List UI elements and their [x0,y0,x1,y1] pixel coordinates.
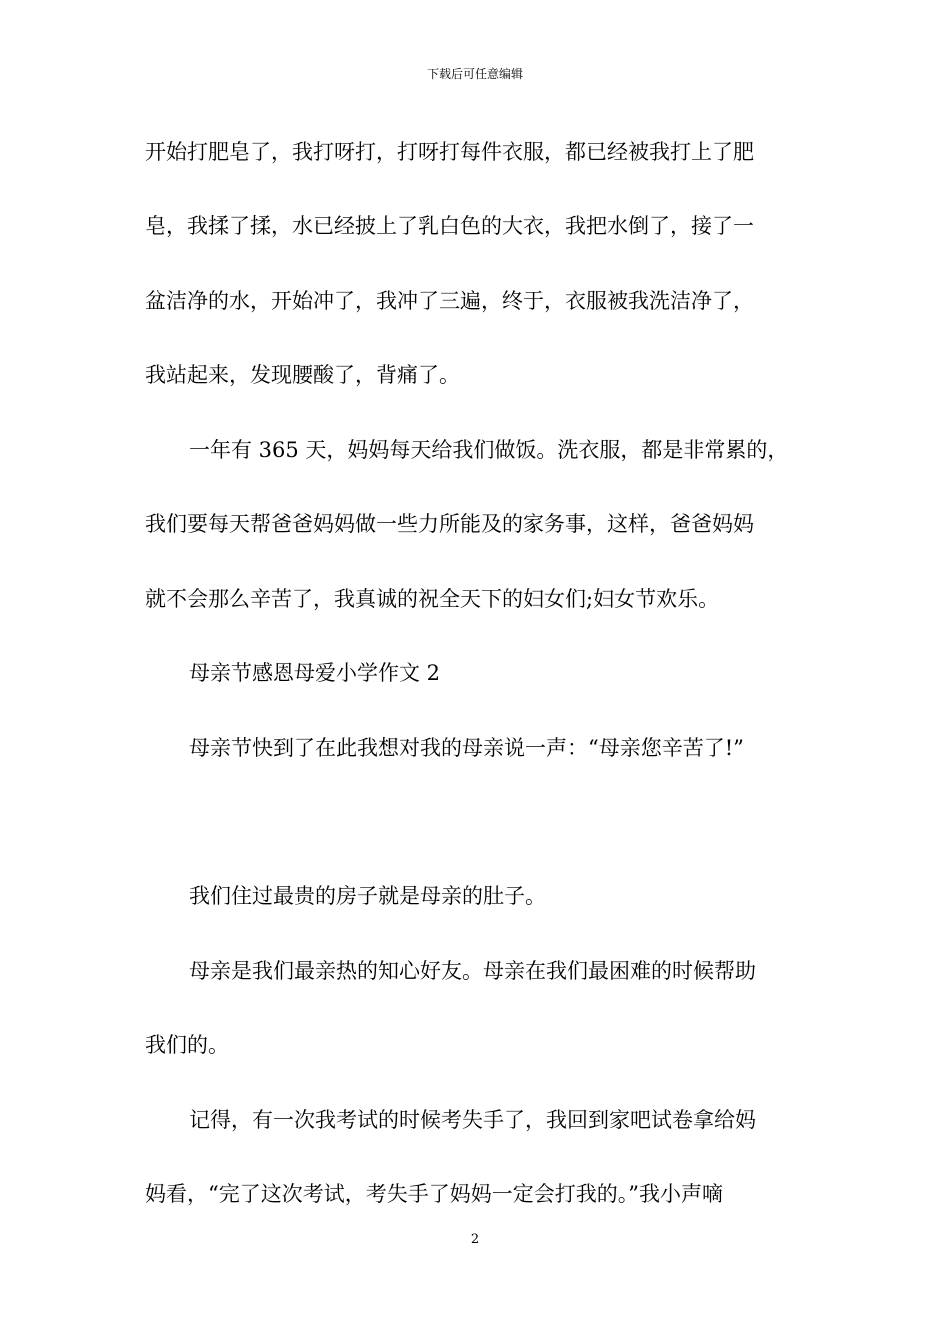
text-line: 记得，有一次我考试的时候考失手了，我回到家吧试卷拿给妈 [189,1108,756,1132]
text-line: 母亲是我们最亲热的知心好友。母亲在我们最困难的时候帮助 [189,959,756,983]
text-line: 我们要每天帮爸爸妈妈做一些力所能及的家务事，这样，爸爸妈妈 [145,512,754,536]
text-line: 开始打肥皂了，我打呀打，打呀打每件衣服，都已经被我打上了肥 [145,140,754,164]
text-line: 盆洁净的水，开始冲了，我冲了三遍，终于，衣服被我洗洁净了， [145,289,754,313]
text-line: 一年有 365 天，妈妈每天给我们做饭。洗衣服，都是非常累的， [189,438,789,462]
text-line: 我站起来，发现腰酸了，背痛了。 [145,363,460,387]
text-line: 我们的。 [145,1033,229,1057]
section-heading: 母亲节感恩母爱小学作文 2 [189,661,441,685]
text-line: 妈看，“完了这次考试，考失手了妈妈一定会打我的。”我小声嘀 [145,1182,723,1206]
text-line: 母亲节快到了在此我想对我的母亲说一声：“母亲您辛苦了!” [189,736,744,760]
text-line: 皂，我揉了揉，水已经披上了乳白色的大衣，我把水倒了，接了一 [145,214,754,238]
page-header: 下载后可任意编辑 [426,67,523,81]
page-number: 2 [470,1232,480,1247]
text-line: 我们住过最贵的房子就是母亲的肚子。 [189,884,546,908]
text-line: 就不会那么辛苦了，我真诚的祝全天下的妇女们;妇女节欢乐。 [145,587,720,611]
